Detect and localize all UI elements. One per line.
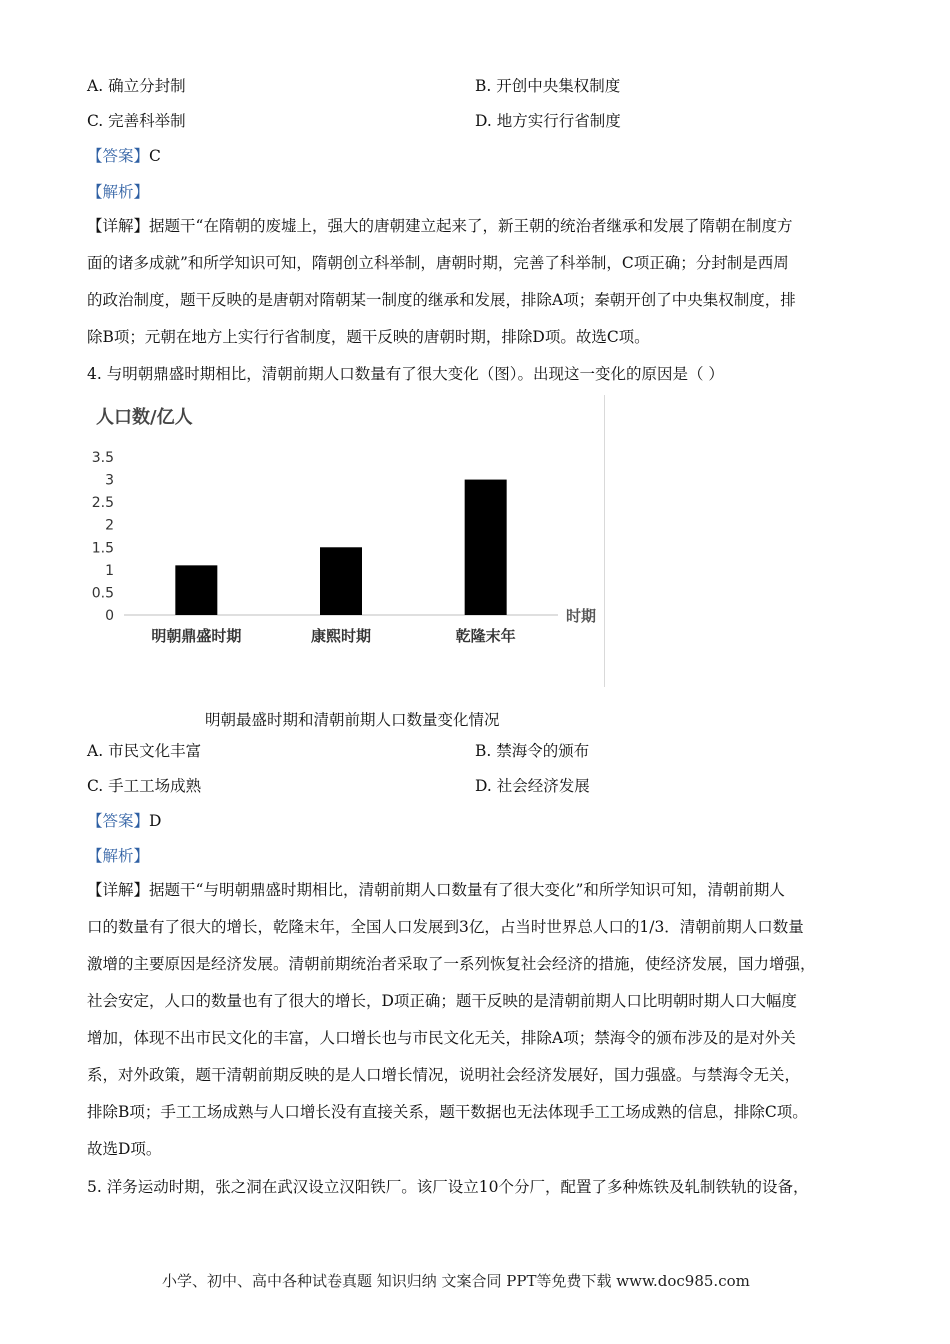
x-axis-label: 时期 (566, 607, 597, 625)
y-tick-label: 0 (105, 608, 114, 624)
detail-line: 除B项；元朝在地方上实行行省制度，题干反映的唐朝时期，排除D项。故选C项。 (87, 328, 650, 346)
y-tick-label: 0.5 (91, 585, 114, 602)
answer-line (87, 146, 161, 166)
y-tick-label: 1.5 (91, 540, 114, 557)
detail-line: 【详解】据题干“与明朝鼎盛时期相比，清朝前期人口数量有了很大变化”和所学知识可知，清朝前期人 (87, 881, 785, 899)
answer-tag: 【答案】 (87, 812, 150, 830)
y-tick-label: 2 (105, 517, 114, 534)
detail-line: 系，对外政策，题干清朝前期反映的是人口增长情况，说明社会经济发展好，国力强盛。与禁海令无关， (87, 1066, 801, 1084)
population-chart (84, 395, 606, 687)
option-d: D. 社会经济发展 (475, 777, 590, 795)
option-c: C. 完善科举制 (87, 112, 186, 130)
detail-line: 的政治制度，题干反映的是唐朝对隋朝某一制度的继承和发展，排除A项；秦朝开创了中央集权制度，排 (87, 291, 796, 309)
x-tick-label: 康熙时期 (310, 627, 372, 645)
y-tick-label: 1 (105, 562, 114, 579)
y-tick-label: 3.5 (91, 450, 114, 466)
option-a: A. 市民文化丰富 (87, 742, 202, 760)
detail-line: 激增的主要原因是经济发展。清朝前期统治者采取了一系列恢复社会经济的措施，使经济发展，国力增强， (87, 955, 816, 973)
x-tick-label: 乾隆末年 (455, 627, 516, 645)
bar (320, 547, 362, 615)
answer-tag: 【答案】 (87, 147, 150, 165)
option-c: C. 手工工场成熟 (87, 777, 202, 795)
q3-detail (87, 216, 865, 364)
option-d: D. 地方实行行省制度 (475, 112, 621, 130)
detail-tag: 【详解】 (87, 881, 150, 899)
question-4-stem: 4. 与明朝鼎盛时期相比，清朝前期人口数量有了很大变化（图）。出现这一变化的原因是（ ） (87, 365, 724, 383)
detail-line: 面的诸多成就”和所学知识可知，隋朝创立科举制，唐朝时期，完善了科举制，C项正确；分封制是西周 (87, 254, 789, 272)
bar (465, 480, 507, 615)
option-a: A. 确立分封制 (87, 77, 186, 95)
q4-detail (87, 880, 865, 1176)
analysis-tag: 【解析】 (87, 847, 150, 865)
x-tick-label: 明朝鼎盛时期 (151, 627, 242, 645)
answer-line (87, 811, 161, 831)
option-b: B. 开创中央集权制度 (475, 77, 621, 95)
chart-svg (84, 395, 606, 687)
option-b: B. 禁海令的颁布 (475, 742, 590, 760)
footer: 小学、初中、高中各种试卷真题 知识归纳 文案合同 PPT等免费下载 www.doc985.com (162, 1272, 750, 1290)
detail-tag: 【详解】 (87, 217, 150, 235)
y-tick-label: 3 (105, 472, 114, 489)
detail-line: 社会安定，人口的数量也有了很大的增长，D项正确；题干反映的是清朝前期人口比明朝时期人口大幅度 (87, 992, 797, 1010)
question-5-stem: 5. 洋务运动时期，张之洞在武汉设立汉阳铁厂。该厂设立10个分厂，配置了多种炼铁及轧制铁轨的设备， (87, 1178, 809, 1196)
analysis-tag: 【解析】 (87, 183, 150, 201)
chart-caption: 明朝最盛时期和清朝前期人口数量变化情况 (205, 711, 500, 729)
detail-line: 【详解】据题干“在隋朝的废墟上，强大的唐朝建立起来了，新王朝的统治者继承和发展了隋朝在制度方 (87, 217, 793, 235)
chart-title: 人口数/亿人 (96, 407, 193, 428)
answer-value: C (149, 147, 161, 165)
detail-line: 口的数量有了很大的增长，乾隆末年，全国人口发展到3亿，占当时世界总人口的1/3．清朝前期人口数量 (87, 918, 804, 936)
detail-line: 增加，体现不出市民文化的丰富，人口增长也与市民文化无关，排除A项；禁海令的颁布涉及的是对外关 (87, 1029, 796, 1047)
detail-line: 故选D项。 (87, 1140, 162, 1158)
answer-value: D (149, 812, 162, 830)
bar (175, 565, 217, 615)
y-tick-label: 2.5 (91, 495, 114, 512)
detail-line: 排除B项；手工工场成熟与人口增长没有直接关系，题干数据也无法体现手工工场成熟的信息，排除C项。 (87, 1103, 808, 1121)
